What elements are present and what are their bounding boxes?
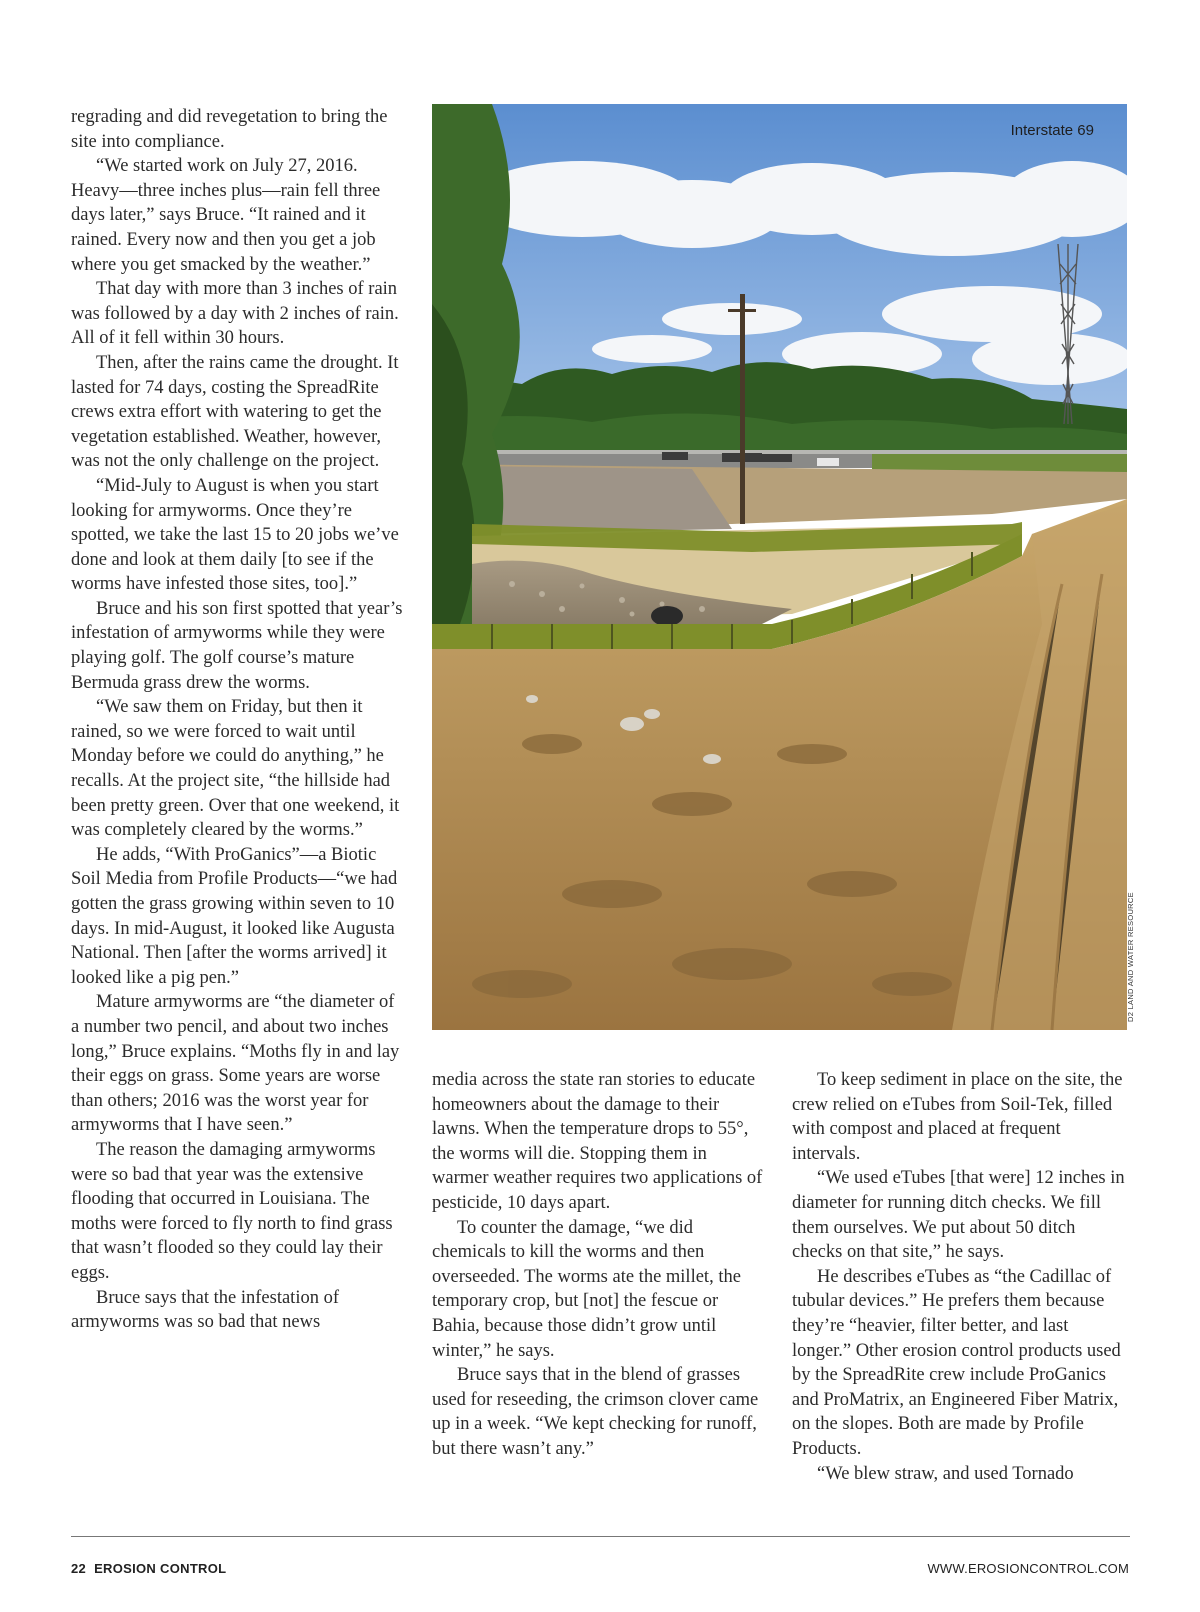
footer-folio <box>71 1561 226 1576</box>
photo-location-label: Interstate 69 <box>1010 122 1094 139</box>
paragraph: Bruce says that the infestation of armyworms was so bad that news <box>71 1287 340 1333</box>
paragraph: media across the state ran stories to educate homeowners about the damage to their lawns. When the temperature drops to 55°, the worms will die. Stopping them in warmer weather requires two applications of pesticide, 10 days apart. <box>432 1070 763 1213</box>
footer-divider <box>71 1536 1130 1537</box>
photo-illustration <box>432 104 1127 1030</box>
magazine-name: EROSION CONTROL <box>94 1561 227 1576</box>
paragraph: Then, after the rains came the drought. It lasted for 74 days, costing the SpreadRite crews extra effort with watering to get the vegetation established. Weather, however, was not the only challenge on the project. <box>71 352 399 472</box>
paragraph: “We blew straw, and used Tornado <box>817 1463 1074 1484</box>
paragraph: That day with more than 3 inches of rain was followed by a day with 2 inches of rain. All of it fell within 30 hours. <box>71 279 399 349</box>
paragraph: Mature armyworms are “the diameter of a number two pencil, and about two inches long,” Bruce explains. “Moths fly in and lay their eggs on grass. Some years are worse than others; 2016 was the worst year for armyworms that I have seen.” <box>71 992 400 1136</box>
paragraph: He describes eTubes as “the Cadillac of tubular devices.” He prefers them because they’re “heavier, filter better, and last longer.” Other erosion control products used by the SpreadRite crew include ProGanics and ProMatrix, an Engineered Fiber Matrix, on the slopes. Both are made by Profile Products. <box>792 1266 1121 1459</box>
paragraph: The reason the damaging armyworms were so bad that year was the extensive flooding that occurred in Louisiana. The moths were forced to fly north to find grass that wasn’t flooded so they could lay their eggs. <box>71 1139 393 1283</box>
paragraph: “We saw them on Friday, but then it rained, so we were forced to wait until Monday before we could do anything,” he recalls. At the project site, “the hillside had been pretty green. Over that one weekend, it was completely cleared by the worms.” <box>71 697 400 841</box>
article-column-middle <box>432 1068 768 1462</box>
article-column-right <box>792 1068 1129 1486</box>
paragraph: regrading and did revegetation to bring the site into compliance. <box>71 107 388 152</box>
paragraph: Bruce and his son first spotted that year’s infestation of armyworms while they were playing golf. The golf course’s mature Bermuda grass drew the worms. <box>71 598 403 693</box>
construction-site-photo <box>432 104 1127 1030</box>
paragraph: To counter the damage, “we did chemicals to kill the worms and then overseeded. The worms ate the millet, the temporary crop, but [not] the fescue or Bahia, because those didn’t grow until winter,” he says. <box>432 1217 741 1361</box>
paragraph: He adds, “With ProGanics”—a Biotic Soil Media from Profile Products—“we had gotten the grass growing within seven to 10 days. In mid-August, it looked like Augusta National. Then [after the worms arrived] it looked like a pig pen.” <box>71 844 398 988</box>
footer-website-link[interactable]: WWW.EROSIONCONTROL.COM <box>927 1561 1129 1576</box>
paragraph: “Mid-July to August is when you start looking for armyworms. Once they’re spotted, we take the last 15 to 20 jobs we’ve done and look at them daily [to see if the worms have infested those sites, too].” <box>71 475 399 595</box>
paragraph: “We started work on July 27, 2016. Heavy—three inches plus—rain fell three days later,” says Bruce. “It rained and it rained. Every now and then you get a job where you get smacked by the weather.” <box>71 156 381 275</box>
article-column-left <box>71 105 406 1335</box>
paragraph: Bruce says that in the blend of grasses used for reseeding, the crimson clover came up in a week. “We kept checking for runoff, but there wasn’t any.” <box>432 1365 759 1459</box>
paragraph: To keep sediment in place on the site, the crew relied on eTubes from Soil-Tek, filled with compost and placed at frequent intervals. <box>792 1070 1123 1164</box>
photo-credit: D2 LAND AND WATER RESOURCE <box>1126 892 1135 1022</box>
paragraph: “We used eTubes [that were] 12 inches in diameter for running ditch checks. We fill them ourselves. We put about 50 ditch checks on that site,” he says. <box>792 1168 1125 1263</box>
page-number: 22 <box>71 1561 87 1576</box>
